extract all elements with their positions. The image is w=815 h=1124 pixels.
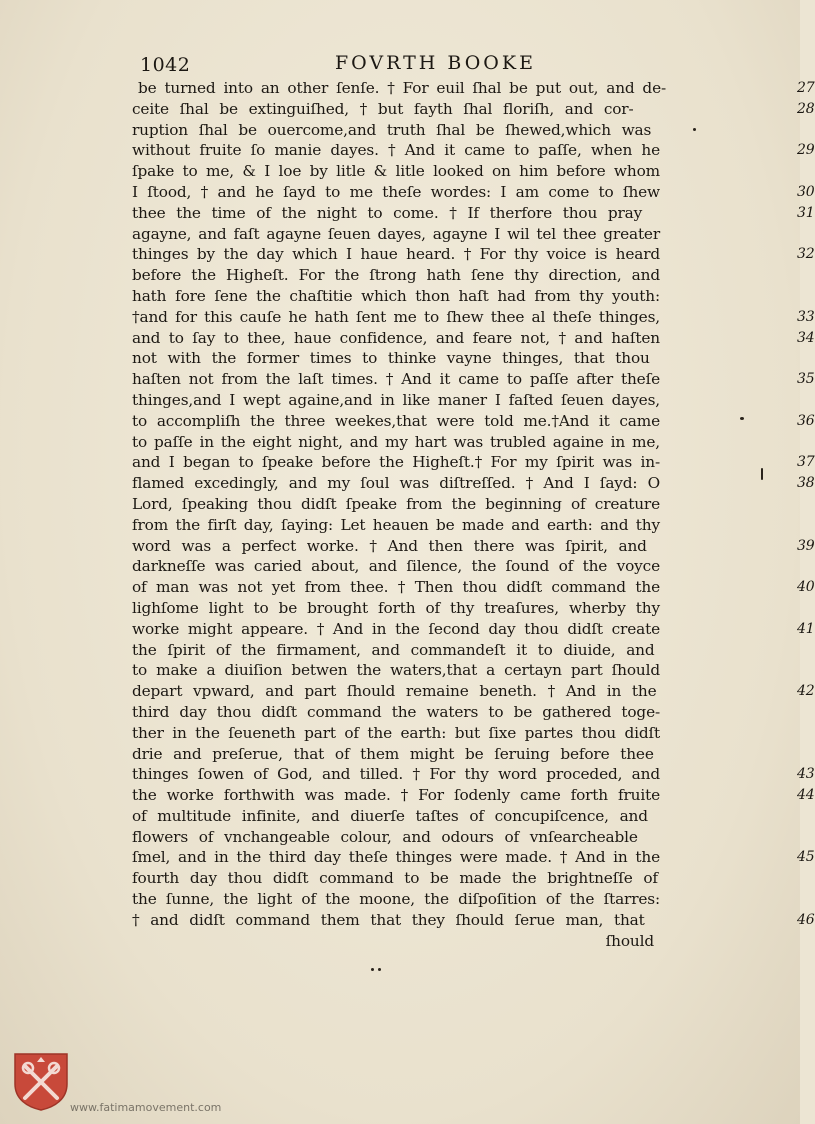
text-line: ruption ſhal be ouercome,and truth ſhal be ſhewed,which was [132,120,652,139]
verse-number: 45 [797,849,815,866]
text-line: thee the time of the night to come. † If therfore thou pray 31 [132,203,815,222]
text-line: darkneſſe was caried about, and ſilence, the ſound of the voyce [132,557,660,576]
catchword: ſhould [605,931,654,950]
text-line: agayne, and faſt agayne ſeuen dayes, agayne I wil tel thee greater [132,224,660,243]
text-line: of multitude infinite, and diuerſe taſtes of concupiſcence, and [132,806,648,825]
text-line: lighſome light to be brought forth of thy treaſures, wherby thy [132,598,660,617]
text-line: flamed excedingly, and my ſoul was diſtreſſed. † And I ſayd: O 38 [132,474,815,493]
ink-speck [693,128,696,131]
ink-speck [761,468,763,480]
papal-seal-icon [13,1052,69,1112]
text-line: ther in the ſeueneth part of the earth: but ſixe partes thou didſt [132,723,660,742]
verse-number: 43 [797,766,815,783]
text-line: Lord, ſpeaking thou didſt ſpeake from the beginning of creature [132,494,660,513]
text-line: and I began to ſpeake before the Higheſt.† For my ſpirit was in- 37 [132,453,815,472]
verse-number: 40 [797,579,815,596]
text-line: to make a diuiſion betwen the waters,that a certayn part ſhould [132,661,660,680]
ink-speck [378,968,381,971]
text-line: before the Higheſt. For the ſtrong hath ſene thy direction, and [132,266,660,285]
verse-number: 30 [797,183,815,200]
text-line: hath fore ſene the chaſtitie which thon haſt had from thy youth: [132,286,660,305]
verse-number: 28 [797,100,815,117]
verse-number: 27 [797,80,815,96]
text-line: to accompliſh the three weekes,that were told me.†And it came 36 [132,411,815,430]
ink-speck [371,968,374,971]
page-number: 1042 [140,54,191,76]
verse-number: 38 [797,475,815,492]
text-line: of man was not yet from thee. † Then thou didſt command the 40 [132,578,815,597]
verse-number: 29 [797,142,815,159]
text-line: be turned into an other ſenſe. † For euil ſhal be put out, and de- 27 [138,79,815,97]
text-line: the worke forthwith was made. † For ſodenly came forth fruite 44 [132,786,815,805]
text-line: ſmel, and in the third day theſe thinges were made. † And in the 45 [132,848,815,867]
text-line: worke might appeare. † And in the ſecond day thou didſt create 41 [132,619,815,638]
text-line: † and didſt command them that they ſhould ſerue man, that 46 [132,910,815,929]
running-title: FOVRTH BOOKE [335,52,536,74]
text-line: ceite ſhal be extinguiſhed, † but fayth ſhal floriſh, and cor- 28 [132,99,815,118]
text-line: thinges by the day which I haue heard. † For thy voice is heard 32 [132,245,815,264]
verse-number: 32 [797,246,815,263]
verse-number: 36 [797,412,815,429]
text-line: from the firſt day, ſaying: Let heauen be made and earth: and thy [132,515,660,534]
text-line: haſten not from the laſt times. † And it came to paſſe after theſe 35 [132,370,815,389]
text-line: third day thou didſt command the waters to be gathered toge- [132,702,660,721]
ink-speck [740,417,744,420]
text-line: and to ſay to thee, haue confidence, and feare not, † and haſten 34 [132,328,815,347]
text-line: the ſpirit of the firmament, and commandeſt it to diuide, and [132,640,655,659]
verse-number: 31 [797,204,815,221]
text-line: word was a perfect worke. † And then there was ſpirit, and 39 [132,536,815,555]
text-line: thinges,and I wept againe,and in like maner I faſted ſeuen dayes, [132,390,660,409]
text-line: depart vpward, and part ſhould remaine beneth. † And in the 42 [132,682,815,701]
text-line: I ſtood, † and he ſayd to me theſe wordes: I am come to ſhew 30 [132,182,815,201]
watermark-url: www.fatimamovement.com [70,1101,222,1114]
body-text [132,78,815,951]
text-line: not with the former times to thinke vayne thinges, that thou [132,349,650,368]
text-line: flowers of vnchangeable colour, and odours of vnſearcheable [132,827,638,846]
text-line: without fruite ſo manie dayes. † And it came to paſſe, when he 29 [132,141,815,160]
verse-number: 42 [797,683,815,700]
text-line: to paſſe in the eight night, and my hart was trubled againe in me, [132,432,660,451]
text-line: drie and preſerue, that of them might be ſeruing before thee [132,744,654,763]
verse-number: 35 [797,371,815,388]
text-line: thinges ſowen of God, and tilled. † For thy word proceded, and 43 [132,765,815,784]
verse-number: 46 [797,911,815,928]
verse-number: 44 [797,787,815,804]
text-line: fourth day thou didſt command to be made the brightneſſe of [132,869,658,888]
verse-number: 37 [797,454,815,471]
verse-number: 33 [797,308,815,325]
text-line: the ſunne, the light of the moone, the diſpoſition of the ſtarres: [132,890,660,909]
verse-number: 41 [797,620,815,637]
verse-number: 39 [797,537,815,554]
text-line: ſpake to me, & I loe by litle & litle looked on him before whom [132,162,660,181]
text-line: †and for this cauſe he hath ſent me to ſhew thee al theſe thinges, 33 [132,307,815,326]
verse-number: 34 [797,329,815,346]
